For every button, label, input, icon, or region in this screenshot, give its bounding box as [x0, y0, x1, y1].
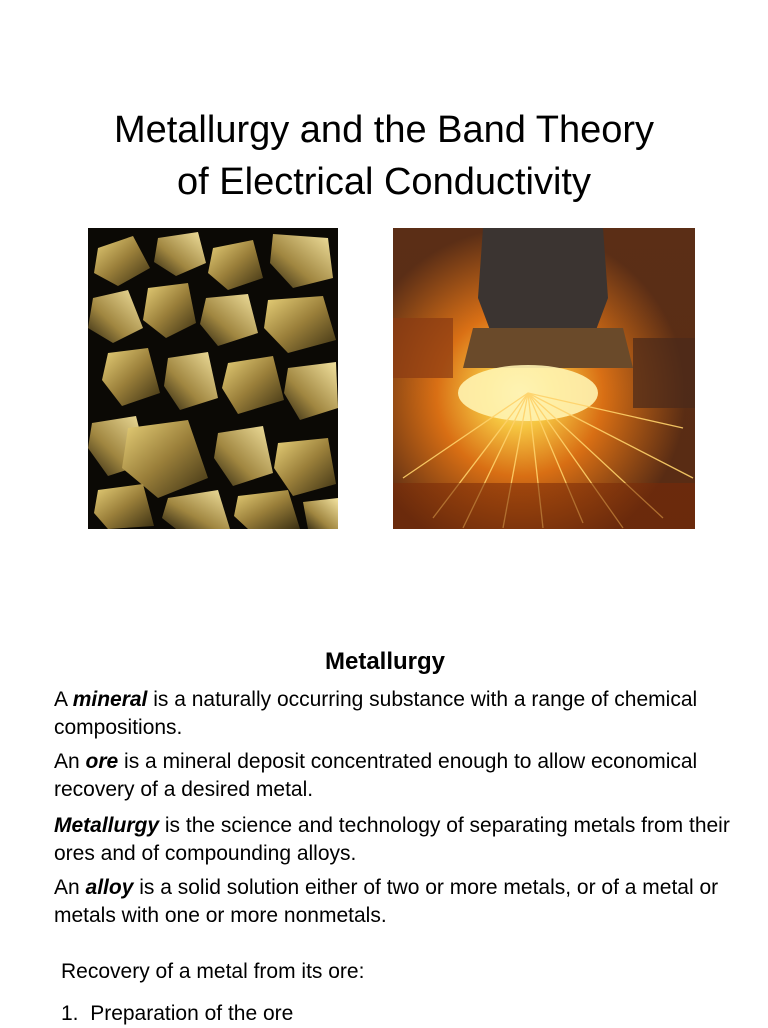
- definition-ore: An ore is a mineral deposit concentrated enough to allow economical recovery of a desired metal.: [54, 750, 698, 801]
- term-alloy: alloy: [85, 876, 134, 899]
- molten-steel-photo: [393, 228, 695, 529]
- term-metallurgy: Metallurgy: [54, 814, 160, 837]
- section-heading: Metallurgy: [324, 648, 446, 675]
- recovery-intro: Recovery of a metal from its ore:: [61, 960, 365, 983]
- step-number: 1.: [61, 1002, 79, 1025]
- definition-mineral: A mineral is a naturally occurring substance with a range of chemical compositions.: [54, 688, 698, 739]
- title-line-2: of Electrical Conductivity: [177, 161, 591, 203]
- mineral-ore-photo: [88, 228, 338, 529]
- slide-title: [0, 104, 768, 208]
- term-mineral: mineral: [72, 688, 148, 711]
- title-line-1: Metallurgy and the Band Theory: [113, 109, 655, 151]
- term-ore: ore: [85, 750, 119, 773]
- definition-metallurgy: Metallurgy is the science and technology of separating metals from their ores and of compounding alloys.: [54, 814, 730, 865]
- step-text: Preparation of the ore: [90, 1002, 294, 1025]
- definition-alloy: An alloy is a solid solution either of two or more metals, or of a metal or metals with one or more nonmetals.: [54, 876, 719, 927]
